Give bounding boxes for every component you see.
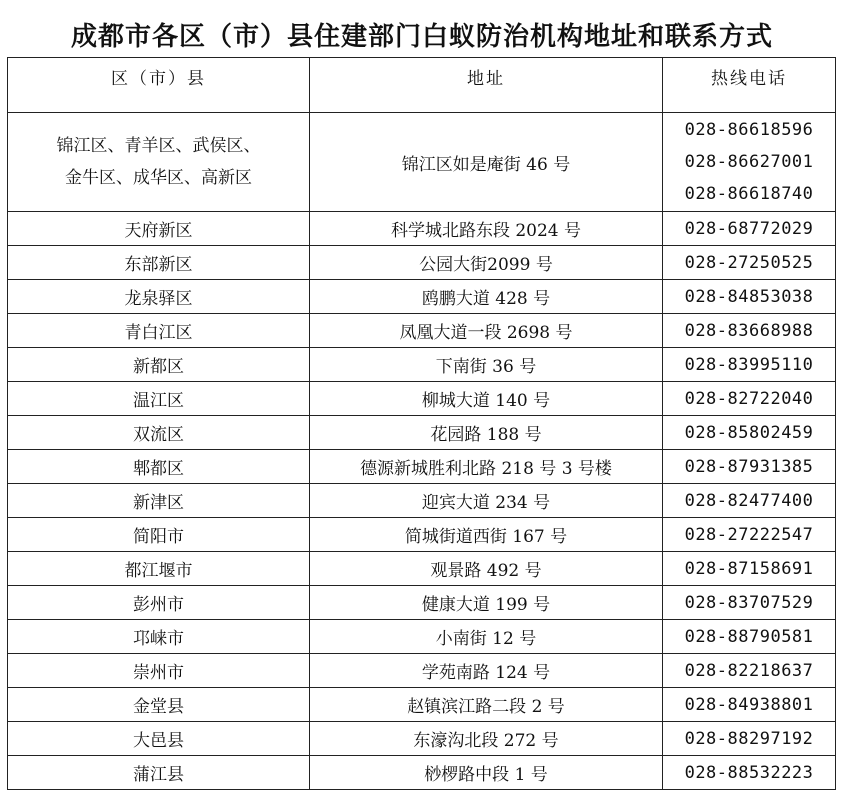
table-row — [8, 280, 836, 314]
address-cell: 凤凰大道一段 2698 号 — [310, 314, 663, 348]
district-cell: 邛崃市 — [8, 620, 310, 654]
phone-cell: 028-83668988 — [663, 314, 836, 348]
phone-cell: 028-27250525 — [663, 246, 836, 280]
phone-cell: 028-68772029 — [663, 212, 836, 246]
phone-cell: 028-87158691 — [663, 552, 836, 586]
address-cell: 健康大道 199 号 — [310, 586, 663, 620]
address-cell: 德源新城胜利北路 218 号 3 号楼 — [310, 450, 663, 484]
district-cell: 青白江区 — [8, 314, 310, 348]
phone-number: 028-86618740 — [684, 184, 814, 204]
address-cell: 小南街 12 号 — [310, 620, 663, 654]
header-address: 地址 — [310, 58, 663, 113]
address-cell: 观景路 492 号 — [310, 552, 663, 586]
table-row — [8, 518, 836, 552]
table-row — [8, 113, 836, 212]
phone-cell: 028-88532223 — [663, 756, 836, 790]
table-row — [8, 348, 836, 382]
table-row — [8, 756, 836, 790]
district-cell: 大邑县 — [8, 722, 310, 756]
phone-cell: 028-84938801 — [663, 688, 836, 722]
address-cell: 学苑南路 124 号 — [310, 654, 663, 688]
district-cell: 郫都区 — [8, 450, 310, 484]
table-row — [8, 416, 836, 450]
district-cell: 崇州市 — [8, 654, 310, 688]
phone-cell: 028-84853038 — [663, 280, 836, 314]
address-cell: 花园路 188 号 — [310, 416, 663, 450]
address-cell: 赵镇滨江路二段 2 号 — [310, 688, 663, 722]
phone-cell: 028-87931385 — [663, 450, 836, 484]
table-row — [8, 212, 836, 246]
table-row — [8, 382, 836, 416]
address-cell: 迎宾大道 234 号 — [310, 484, 663, 518]
table-header-row — [8, 58, 836, 113]
district-cell: 新都区 — [8, 348, 310, 382]
address-cell: 锦江区如是庵街 46 号 — [310, 113, 663, 212]
address-cell: 桫椤路中段 1 号 — [310, 756, 663, 790]
address-cell: 东濠沟北段 272 号 — [310, 722, 663, 756]
phone-cell: 028-88790581 — [663, 620, 836, 654]
table-row — [8, 688, 836, 722]
district-cell — [8, 113, 310, 212]
phone-cell: 028-82722040 — [663, 382, 836, 416]
contact-table — [7, 57, 836, 790]
table-row — [8, 484, 836, 518]
address-cell: 鸥鹏大道 428 号 — [310, 280, 663, 314]
district-cell: 都江堰市 — [8, 552, 310, 586]
phone-cell: 028-85802459 — [663, 416, 836, 450]
district-cell: 金堂县 — [8, 688, 310, 722]
table-row — [8, 552, 836, 586]
address-cell: 科学城北路东段 2024 号 — [310, 212, 663, 246]
district-line: 金牛区、成华区、高新区 — [65, 168, 252, 188]
table-row — [8, 450, 836, 484]
district-cell: 温江区 — [8, 382, 310, 416]
phone-number: 028-86618596 — [684, 120, 814, 140]
district-cell: 新津区 — [8, 484, 310, 518]
phone-cell: 028-83995110 — [663, 348, 836, 382]
page-title: 成都市各区（市）县住建部门白蚁防治机构地址和联系方式 — [70, 22, 773, 52]
header-hotline: 热线电话 — [663, 58, 836, 113]
phone-cell: 028-83707529 — [663, 586, 836, 620]
district-cell: 蒲江县 — [8, 756, 310, 790]
district-cell: 东部新区 — [8, 246, 310, 280]
district-line: 锦江区、青羊区、武侯区、 — [56, 136, 261, 156]
district-cell: 简阳市 — [8, 518, 310, 552]
address-cell: 公园大街2099 号 — [310, 246, 663, 280]
phone-cell — [663, 113, 836, 212]
district-cell: 天府新区 — [8, 212, 310, 246]
table-row — [8, 654, 836, 688]
phone-cell: 028-27222547 — [663, 518, 836, 552]
phone-cell: 028-82477400 — [663, 484, 836, 518]
phone-cell: 028-88297192 — [663, 722, 836, 756]
phone-number: 028-86627001 — [684, 152, 814, 172]
address-cell: 柳城大道 140 号 — [310, 382, 663, 416]
district-cell: 双流区 — [8, 416, 310, 450]
header-district: 区（市）县 — [8, 58, 310, 113]
district-cell: 龙泉驿区 — [8, 280, 310, 314]
table-row — [8, 620, 836, 654]
table-row — [8, 586, 836, 620]
district-cell: 彭州市 — [8, 586, 310, 620]
table-row — [8, 722, 836, 756]
table-row — [8, 246, 836, 280]
address-cell: 下南街 36 号 — [310, 348, 663, 382]
phone-cell: 028-82218637 — [663, 654, 836, 688]
table-row — [8, 314, 836, 348]
address-cell: 简城街道西街 167 号 — [310, 518, 663, 552]
